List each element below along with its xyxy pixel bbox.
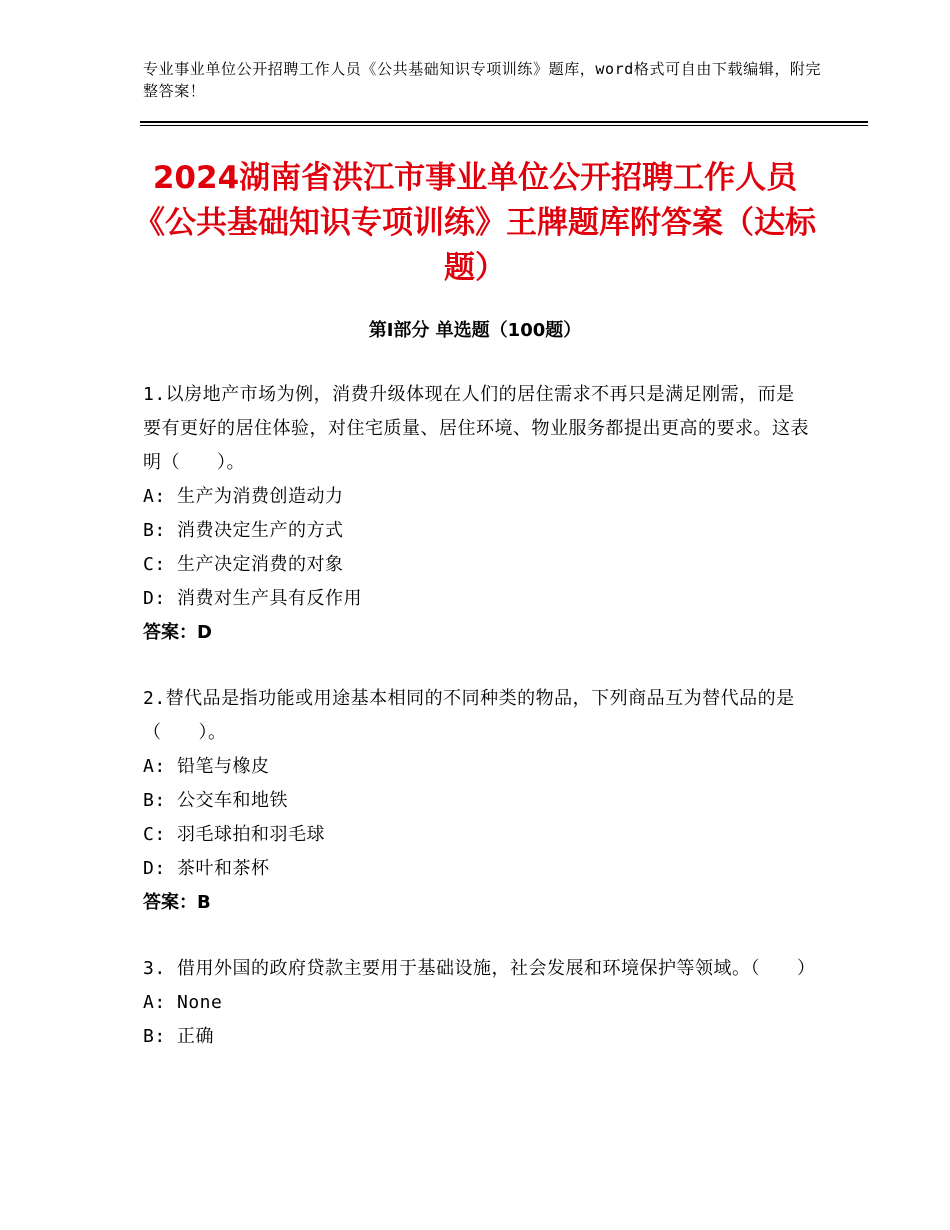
answer: 答案：B	[143, 892, 211, 913]
option-a: A: 生产为消费创造动力	[143, 486, 344, 507]
option-a: A: None	[143, 992, 223, 1013]
option-b: B: 公交车和地铁	[143, 790, 289, 811]
question-stem: 1.以房地产市场为例，消费升级体现在人们的居住需求不再只是满足刚需，而是要有更好的居住体验，对住宅质量、居住环境、物业服务都提出更高的要求。这表明（ ）。	[143, 384, 809, 473]
option-b: B: 消费决定生产的方式	[143, 520, 344, 541]
question-2	[143, 682, 811, 920]
question-stem: 3. 借用外国的政府贷款主要用于基础设施，社会发展和环境保护等领域。（ ）	[143, 958, 816, 979]
option-d: D: 消费对生产具有反作用	[143, 588, 363, 609]
question-stem: 2.替代品是指功能或用途基本相同的不同种类的物品，下列商品互为替代品的是（ ）。	[143, 688, 795, 743]
option-c: C: 生产决定消费的对象	[143, 554, 344, 575]
header-rule-thick	[140, 121, 868, 123]
section-title: 第Ⅰ部分 单选题（100题）	[368, 320, 582, 341]
option-a: A: 铅笔与橡皮	[143, 756, 270, 777]
option-d: D: 茶叶和茶杯	[143, 858, 270, 879]
question-list	[143, 378, 816, 1086]
option-c: C: 羽毛球拍和羽毛球	[143, 824, 326, 845]
question-1	[143, 378, 811, 650]
document-title: 2024湖南省洪江市事业单位公开招聘工作人员《公共基础知识专项训练》王牌题库附答案（达标题）	[134, 160, 816, 286]
header-rule-thin	[140, 125, 868, 126]
header-note: 专业事业单位公开招聘工作人员《公共基础知识专项训练》题库，word格式可自由下载编辑，附完整答案！	[143, 60, 822, 100]
option-b: B: 正确	[143, 1026, 215, 1047]
answer: 答案：D	[143, 622, 212, 643]
question-3	[143, 952, 816, 1054]
